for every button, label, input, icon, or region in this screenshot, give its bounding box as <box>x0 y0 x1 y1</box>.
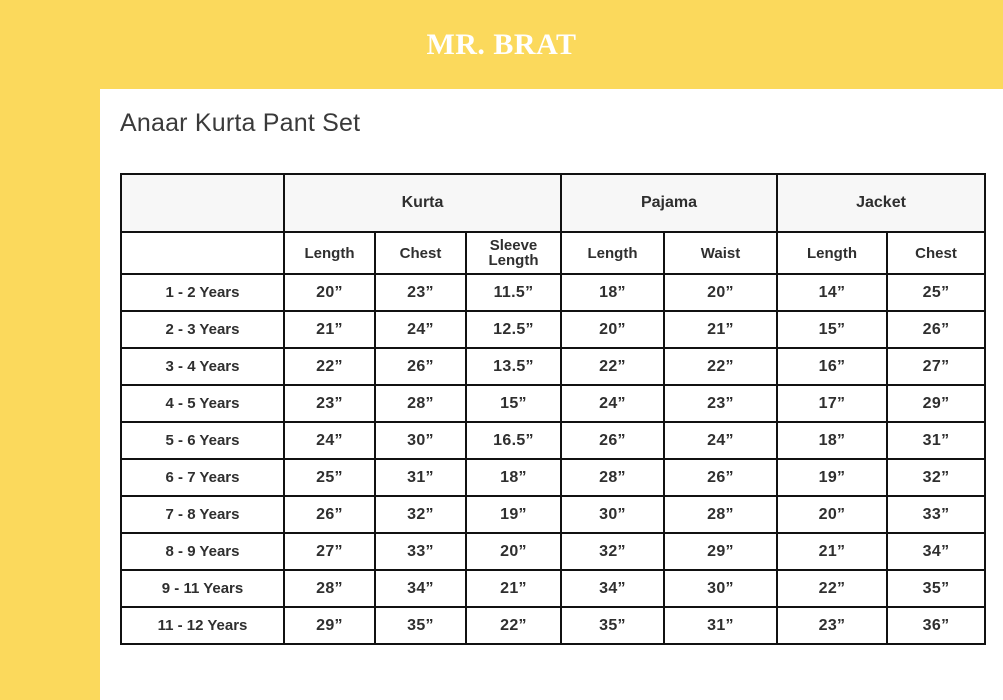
pajama-waist-cell: 28” <box>664 496 777 533</box>
table-row <box>121 274 985 311</box>
brand-title: MR. BRAT <box>426 27 577 61</box>
table-row <box>121 607 985 644</box>
sub-header-jacket-length: Length <box>777 232 887 274</box>
table-header <box>121 174 985 274</box>
pajama-waist-cell: 22” <box>664 348 777 385</box>
group-header-kurta: Kurta <box>284 174 561 232</box>
jacket-length-cell: 17” <box>777 385 887 422</box>
jacket-length-cell: 21” <box>777 533 887 570</box>
kurta-sleeve-length-cell: 11.5” <box>466 274 561 311</box>
kurta-length-cell: 28” <box>284 570 375 607</box>
pajama-waist-cell: 30” <box>664 570 777 607</box>
sub-header-kurta-chest: Chest <box>375 232 466 274</box>
jacket-length-cell: 16” <box>777 348 887 385</box>
kurta-length-cell: 21” <box>284 311 375 348</box>
kurta-length-cell: 26” <box>284 496 375 533</box>
size-chart-table <box>120 173 986 645</box>
jacket-length-cell: 15” <box>777 311 887 348</box>
kurta-sleeve-length-cell: 20” <box>466 533 561 570</box>
jacket-length-cell: 18” <box>777 422 887 459</box>
kurta-length-cell: 23” <box>284 385 375 422</box>
kurta-length-cell: 22” <box>284 348 375 385</box>
jacket-chest-cell: 27” <box>887 348 985 385</box>
corner-blank-cell <box>121 174 284 232</box>
jacket-chest-cell: 26” <box>887 311 985 348</box>
kurta-chest-cell: 34” <box>375 570 466 607</box>
kurta-length-cell: 24” <box>284 422 375 459</box>
kurta-sleeve-length-cell: 19” <box>466 496 561 533</box>
sub-header-pajama-length: Length <box>561 232 664 274</box>
sub-header-kurta-length: Length <box>284 232 375 274</box>
brand-banner <box>0 0 1003 89</box>
table-row <box>121 348 985 385</box>
table-row <box>121 496 985 533</box>
kurta-chest-cell: 35” <box>375 607 466 644</box>
kurta-chest-cell: 30” <box>375 422 466 459</box>
table-row <box>121 570 985 607</box>
age-range-cell: 4 - 5 Years <box>121 385 284 422</box>
sub-header-age-blank <box>121 232 284 274</box>
pajama-waist-cell: 31” <box>664 607 777 644</box>
kurta-length-cell: 25” <box>284 459 375 496</box>
kurta-length-cell: 20” <box>284 274 375 311</box>
kurta-chest-cell: 23” <box>375 274 466 311</box>
kurta-sleeve-length-cell: 13.5” <box>466 348 561 385</box>
table-row <box>121 459 985 496</box>
content-panel <box>100 89 1003 700</box>
kurta-length-cell: 29” <box>284 607 375 644</box>
kurta-chest-cell: 26” <box>375 348 466 385</box>
sub-header-jacket-chest: Chest <box>887 232 985 274</box>
pajama-length-cell: 22” <box>561 348 664 385</box>
kurta-sleeve-length-cell: 21” <box>466 570 561 607</box>
pajama-waist-cell: 24” <box>664 422 777 459</box>
page-title: Anaar Kurta Pant Set <box>120 109 361 137</box>
kurta-chest-cell: 28” <box>375 385 466 422</box>
pajama-length-cell: 30” <box>561 496 664 533</box>
kurta-chest-cell: 31” <box>375 459 466 496</box>
sub-header-pajama-waist: Waist <box>664 232 777 274</box>
jacket-chest-cell: 35” <box>887 570 985 607</box>
age-range-cell: 8 - 9 Years <box>121 533 284 570</box>
jacket-length-cell: 22” <box>777 570 887 607</box>
table-row <box>121 422 985 459</box>
pajama-length-cell: 24” <box>561 385 664 422</box>
kurta-chest-cell: 32” <box>375 496 466 533</box>
pajama-waist-cell: 20” <box>664 274 777 311</box>
age-range-cell: 3 - 4 Years <box>121 348 284 385</box>
pajama-length-cell: 18” <box>561 274 664 311</box>
size-table-container <box>120 173 984 645</box>
kurta-sleeve-length-cell: 15” <box>466 385 561 422</box>
table-body <box>121 274 985 644</box>
jacket-length-cell: 14” <box>777 274 887 311</box>
age-range-cell: 1 - 2 Years <box>121 274 284 311</box>
table-row <box>121 385 985 422</box>
pajama-waist-cell: 26” <box>664 459 777 496</box>
kurta-length-cell: 27” <box>284 533 375 570</box>
pajama-length-cell: 34” <box>561 570 664 607</box>
jacket-chest-cell: 33” <box>887 496 985 533</box>
group-header-pajama: Pajama <box>561 174 777 232</box>
pajama-length-cell: 32” <box>561 533 664 570</box>
sub-header-row <box>121 232 985 274</box>
kurta-sleeve-length-cell: 16.5” <box>466 422 561 459</box>
pajama-length-cell: 20” <box>561 311 664 348</box>
pajama-waist-cell: 23” <box>664 385 777 422</box>
kurta-sleeve-length-cell: 12.5” <box>466 311 561 348</box>
pajama-waist-cell: 29” <box>664 533 777 570</box>
sub-header-kurta-sleeve-length <box>466 232 561 274</box>
jacket-length-cell: 23” <box>777 607 887 644</box>
jacket-chest-cell: 29” <box>887 385 985 422</box>
group-header-jacket: Jacket <box>777 174 985 232</box>
jacket-chest-cell: 31” <box>887 422 985 459</box>
kurta-sleeve-length-cell: 22” <box>466 607 561 644</box>
age-range-cell: 11 - 12 Years <box>121 607 284 644</box>
pajama-length-cell: 28” <box>561 459 664 496</box>
age-range-cell: 9 - 11 Years <box>121 570 284 607</box>
jacket-chest-cell: 32” <box>887 459 985 496</box>
pajama-length-cell: 26” <box>561 422 664 459</box>
sub-header-sleeve-line2: Length <box>488 252 539 269</box>
jacket-chest-cell: 34” <box>887 533 985 570</box>
table-row <box>121 533 985 570</box>
pajama-length-cell: 35” <box>561 607 664 644</box>
sub-header-sleeve-line1: Sleeve <box>489 237 538 254</box>
jacket-length-cell: 20” <box>777 496 887 533</box>
jacket-length-cell: 19” <box>777 459 887 496</box>
group-header-row <box>121 174 985 232</box>
age-range-cell: 2 - 3 Years <box>121 311 284 348</box>
kurta-sleeve-length-cell: 18” <box>466 459 561 496</box>
age-range-cell: 6 - 7 Years <box>121 459 284 496</box>
kurta-chest-cell: 33” <box>375 533 466 570</box>
table-row <box>121 311 985 348</box>
age-range-cell: 5 - 6 Years <box>121 422 284 459</box>
kurta-chest-cell: 24” <box>375 311 466 348</box>
jacket-chest-cell: 36” <box>887 607 985 644</box>
pajama-waist-cell: 21” <box>664 311 777 348</box>
jacket-chest-cell: 25” <box>887 274 985 311</box>
age-range-cell: 7 - 8 Years <box>121 496 284 533</box>
